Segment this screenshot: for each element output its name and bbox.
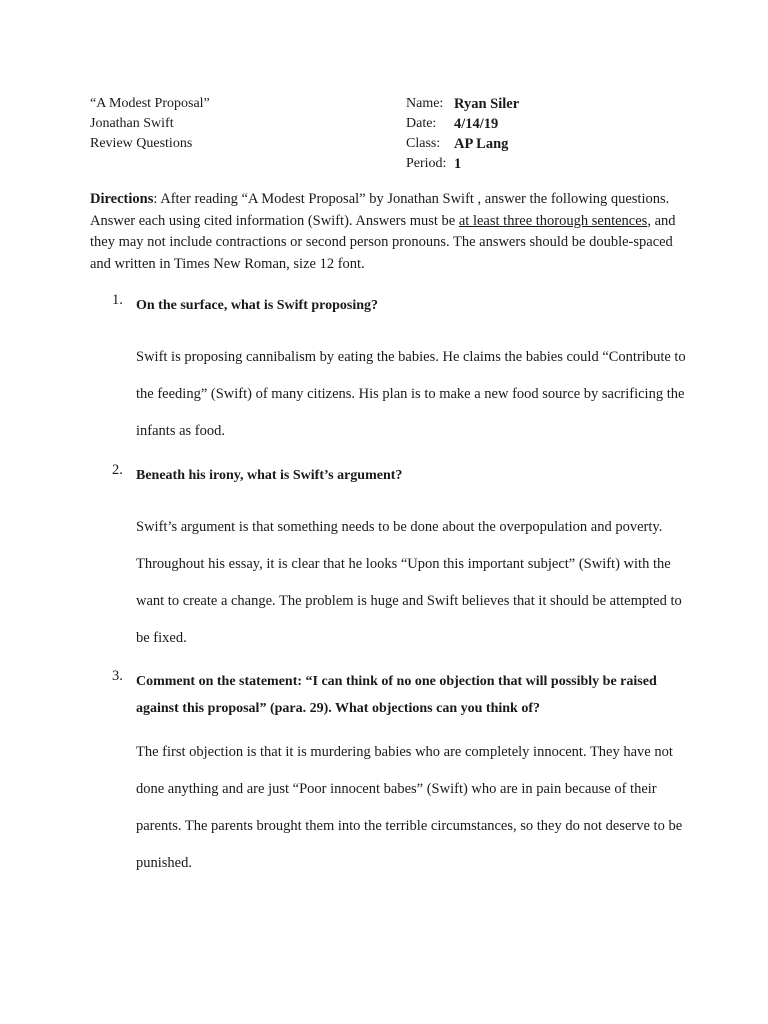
class-row <box>406 134 519 154</box>
answer-text: Swift’s argument is that something needs to be done about the overpopulation and poverty. Throughout his essay, it is clear that he looks “Upon this important subject” (Swift) with the want to create a change. The problem is huge and Swift believes that it should be attempted to be fixed. <box>136 519 682 646</box>
directions-text-2: , and they may not include contractions or second person pronouns. The answers should be double-spaced and written in Times New Roman, size 12 font. <box>90 212 676 272</box>
period-label: Period: <box>406 156 447 171</box>
header-left <box>90 94 210 154</box>
doc-subtitle: Review Questions <box>90 136 193 151</box>
period-value: 1 <box>454 156 462 172</box>
question-number: 3. <box>112 668 123 684</box>
question-text: Beneath his irony, what is Swift’s argument? <box>136 468 403 483</box>
class-value: AP Lang <box>454 136 509 152</box>
name-row <box>406 94 519 114</box>
directions-underlined: at least three thorough sentences <box>458 212 648 229</box>
date-value: 4/14/19 <box>454 116 499 132</box>
period-row <box>406 154 519 174</box>
doc-author: Jonathan Swift <box>90 116 174 131</box>
doc-title: “A Modest Proposal” <box>90 96 210 111</box>
name-label: Name: <box>406 96 444 111</box>
answer-text: The first objection is that it is murdering babies who are completely innocent. They have not done anything and are just “Poor innocent babes” (Swift) who are in pain because of their parents. The parents brought them into the terrible circumstances, so they do not deserve to be punished. <box>136 744 683 871</box>
directions-text-1: : After reading “A Modest Proposal” by Jonathan Swift , answer the following questions. Answer each using cited information (Swift). Answers must be <box>90 191 670 229</box>
directions-label: Directions <box>90 191 154 207</box>
question-text: Comment on the statement: “I can think of no one objection that will possibly be raised against this proposal” (para. 29). What objections can you think of? <box>136 674 657 716</box>
class-label: Class: <box>406 136 441 151</box>
date-label: Date: <box>406 116 437 131</box>
question-text: On the surface, what is Swift proposing? <box>136 298 379 313</box>
name-value: Ryan Siler <box>454 96 520 112</box>
directions-paragraph <box>90 189 690 275</box>
question-2 <box>90 462 690 657</box>
date-row <box>406 114 519 134</box>
header-right <box>406 94 519 174</box>
answer-text: Swift is proposing cannibalism by eating the babies. He claims the babies could “Contribute to the feeding” (Swift) of many citizens. His plan is to make a new food source by sacrificing the infants as food. <box>136 349 686 439</box>
question-1 <box>90 292 690 450</box>
question-number: 1. <box>112 292 123 308</box>
question-number: 2. <box>112 462 123 478</box>
question-3 <box>90 668 690 882</box>
